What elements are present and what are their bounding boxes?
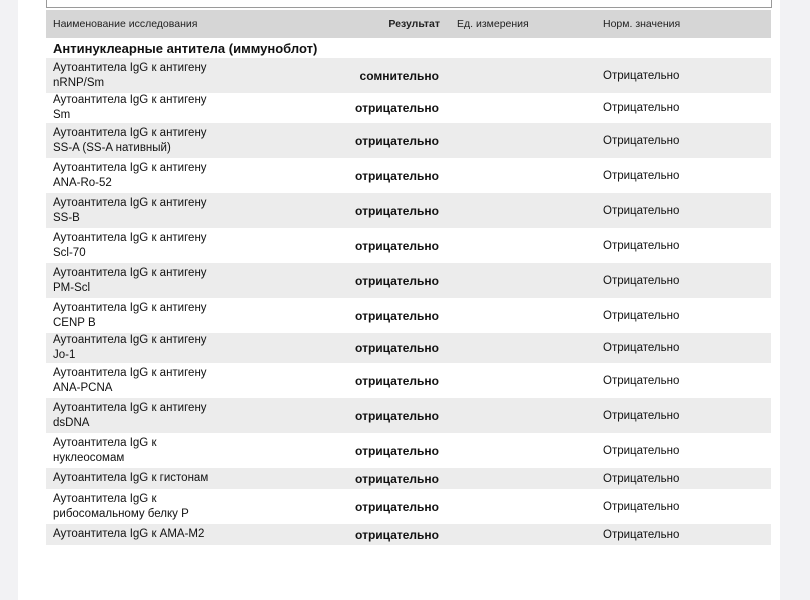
test-name: Аутоантитела IgG к нуклеосомам [53,436,157,464]
test-unit [448,398,595,433]
test-name: Аутоантитела IgG к AMA-M2 [46,524,223,545]
header-unit: Ед. измерения [448,10,595,38]
header-result: Результат [223,10,448,38]
table-row [46,263,771,298]
test-norm: Отрицательно [603,102,680,114]
header-norm: Норм. значения [595,10,771,38]
table-row [46,158,771,193]
test-result: отрицательно [355,373,439,388]
table-row [46,489,771,524]
test-norm: Отрицательно [595,123,771,158]
test-result: отрицательно [223,263,448,298]
test-unit [448,93,595,123]
test-norm: Отрицательно [603,169,680,182]
test-unit [448,193,595,228]
test-norm: Отрицательно [603,444,680,457]
test-unit [448,298,595,333]
test-name: Аутоантитела IgG к антигену Scl-70 [53,231,207,259]
test-unit [448,489,595,524]
test-unit [448,58,595,93]
top-frame [46,0,772,8]
test-result: отрицательно [223,398,448,433]
test-result: отрицательно [355,443,439,458]
table-row [46,433,771,468]
test-norm: Отрицательно [595,333,771,363]
test-unit [448,524,595,545]
test-result: отрицательно [355,238,439,253]
table-row [46,228,771,263]
test-norm: Отрицательно [595,524,771,545]
test-name: Аутоантитела IgG к антигену dsDNA [46,398,223,433]
test-name: Аутоантитела IgG к антигену SS-B [46,193,223,228]
test-unit [448,363,595,398]
test-name: Аутоантитела IgG к антигену Jo-1 [46,333,223,363]
test-name: Аутоантитела IgG к рибосомальному белку P [53,492,189,520]
test-norm: Отрицательно [603,374,680,387]
test-unit [448,123,595,158]
test-unit [448,158,595,193]
test-name: Аутоантитела IgG к антигену ANA-PCNA [53,366,207,394]
table-row [46,93,771,123]
test-name: Аутоантитела IgG к гистонам [46,468,223,489]
section-row [46,38,771,58]
test-name: Аутоантитела IgG к антигену nRNP/Sm [46,58,223,93]
test-norm: Отрицательно [595,193,771,228]
test-unit [448,433,595,468]
test-name: Аутоантитела IgG к антигену SS-A (SS-A нативный) [46,123,223,158]
header-name: Наименование исследования [46,10,223,38]
table-row [46,333,771,363]
test-name: Аутоантитела IgG к антигену CENP B [53,301,207,329]
test-result: отрицательно [223,333,448,363]
table-header-row [46,10,771,38]
table-row [46,398,771,433]
test-norm: Отрицательно [595,468,771,489]
table-row [46,58,771,93]
table-row [46,468,771,489]
test-unit [448,263,595,298]
test-result: отрицательно [223,123,448,158]
table-row [46,193,771,228]
test-norm: Отрицательно [595,398,771,433]
test-norm: Отрицательно [603,500,680,513]
section-title: Антинуклеарные антитела (иммуноблот) [46,38,771,58]
test-result: отрицательно [355,101,439,115]
test-name: Аутоантитела IgG к антигену PM-Scl [46,263,223,298]
test-name: Аутоантитела IgG к антигену ANA-Ro-52 [53,161,207,189]
test-result: сомнительно [223,58,448,93]
test-result: отрицательно [223,468,448,489]
table-row [46,363,771,398]
test-unit [448,228,595,263]
test-name: Аутоантитела IgG к антигену Sm [53,94,207,121]
report-page [18,0,780,600]
test-result: отрицательно [355,168,439,183]
test-unit [448,333,595,363]
table-row [46,123,771,158]
test-norm: Отрицательно [595,263,771,298]
test-norm: Отрицательно [603,309,680,322]
test-result: отрицательно [223,524,448,545]
test-norm: Отрицательно [603,239,680,252]
table-row [46,524,771,545]
test-result: отрицательно [355,499,439,514]
test-unit [448,468,595,489]
table-row [46,298,771,333]
results-table [46,10,771,545]
test-result: отрицательно [355,308,439,323]
test-result: отрицательно [223,193,448,228]
test-norm: Отрицательно [595,58,771,93]
